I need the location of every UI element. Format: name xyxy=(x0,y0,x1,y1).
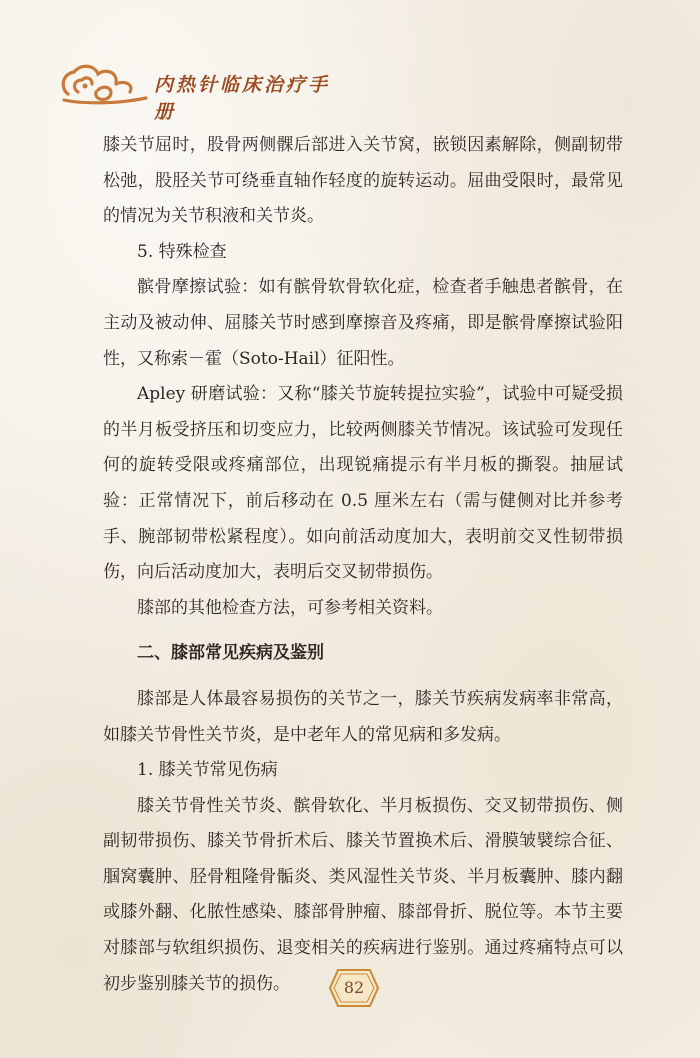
paragraph: 膝部的其他检查方法，可参考相关资料。 xyxy=(137,597,443,618)
paragraph: 髌骨摩擦试验：如有髌骨软骨软化症，检查者手触患者髌骨，在主动及被动伸、屈膝关节时感到摩擦音及疼痛，即是髌骨摩擦试验阳性，又称索－霍（Soto-Hail）征阳性。 xyxy=(103,277,623,369)
subheading-common-injuries: 1. 膝关节常见伤病 xyxy=(137,760,278,781)
paragraph: 膝关节屈时，股骨两侧髁后部进入关节窝，嵌锁因素解除，侧副韧带松弛，股胫关节可绕垂直轴作轻度的旋转运动。屈曲受限时，最常见的情况为关节积液和关节炎。 xyxy=(103,135,623,227)
paragraph: 膝部是人体最容易损伤的关节之一，膝关节疾病发病率非常高，如膝关节骨性关节炎，是中老年人的常见病和多发病。 xyxy=(103,688,623,745)
page-number: 82 xyxy=(343,978,365,997)
page-number-badge xyxy=(328,968,380,1008)
running-header xyxy=(58,58,338,123)
paragraph: Apley 研磨试验：又称“膝关节旋转提拉实验”，试验中可疑受损的半月板受挤压和切变应力，比较两侧膝关节情况。该试验可发现任何的旋转受限或疼痛部位，出现锐痛提示有半月板的撕裂。抽屉试验：正常情况下，前后移动在 0.5 厘米左右（需与健侧对比并参考手、腕部韧带松紧程度）。如向前活动度加大，表明前交叉性韧带损伤，向后活动度加大，表明后交叉韧带损伤。 xyxy=(103,384,623,583)
book-title: 内热针临床治疗手册 xyxy=(154,74,331,123)
cloud-ornament-icon xyxy=(58,58,150,108)
body-text xyxy=(103,128,623,1002)
section-heading: 二、膝部常见疾病及鉴别 xyxy=(137,643,324,664)
paragraph: 膝关节骨性关节炎、髌骨软化、半月板损伤、交叉韧带损伤、侧副韧带损伤、膝关节骨折术后、膝关节置换术后、滑膜皱襞综合征、腘窝囊肿、胫骨粗隆骨骺炎、类风湿性关节炎、半月板囊肿、膝内翻或膝外翻、化脓性感染、膝部骨肿瘤、膝部骨折、脱位等。本节主要对膝部与软组织损伤、退变相关的疾病进行鉴别。通过疼痛特点可以初步鉴别膝关节的损伤。 xyxy=(103,795,623,994)
subheading-special-exam: 5. 特殊检查 xyxy=(137,241,227,262)
